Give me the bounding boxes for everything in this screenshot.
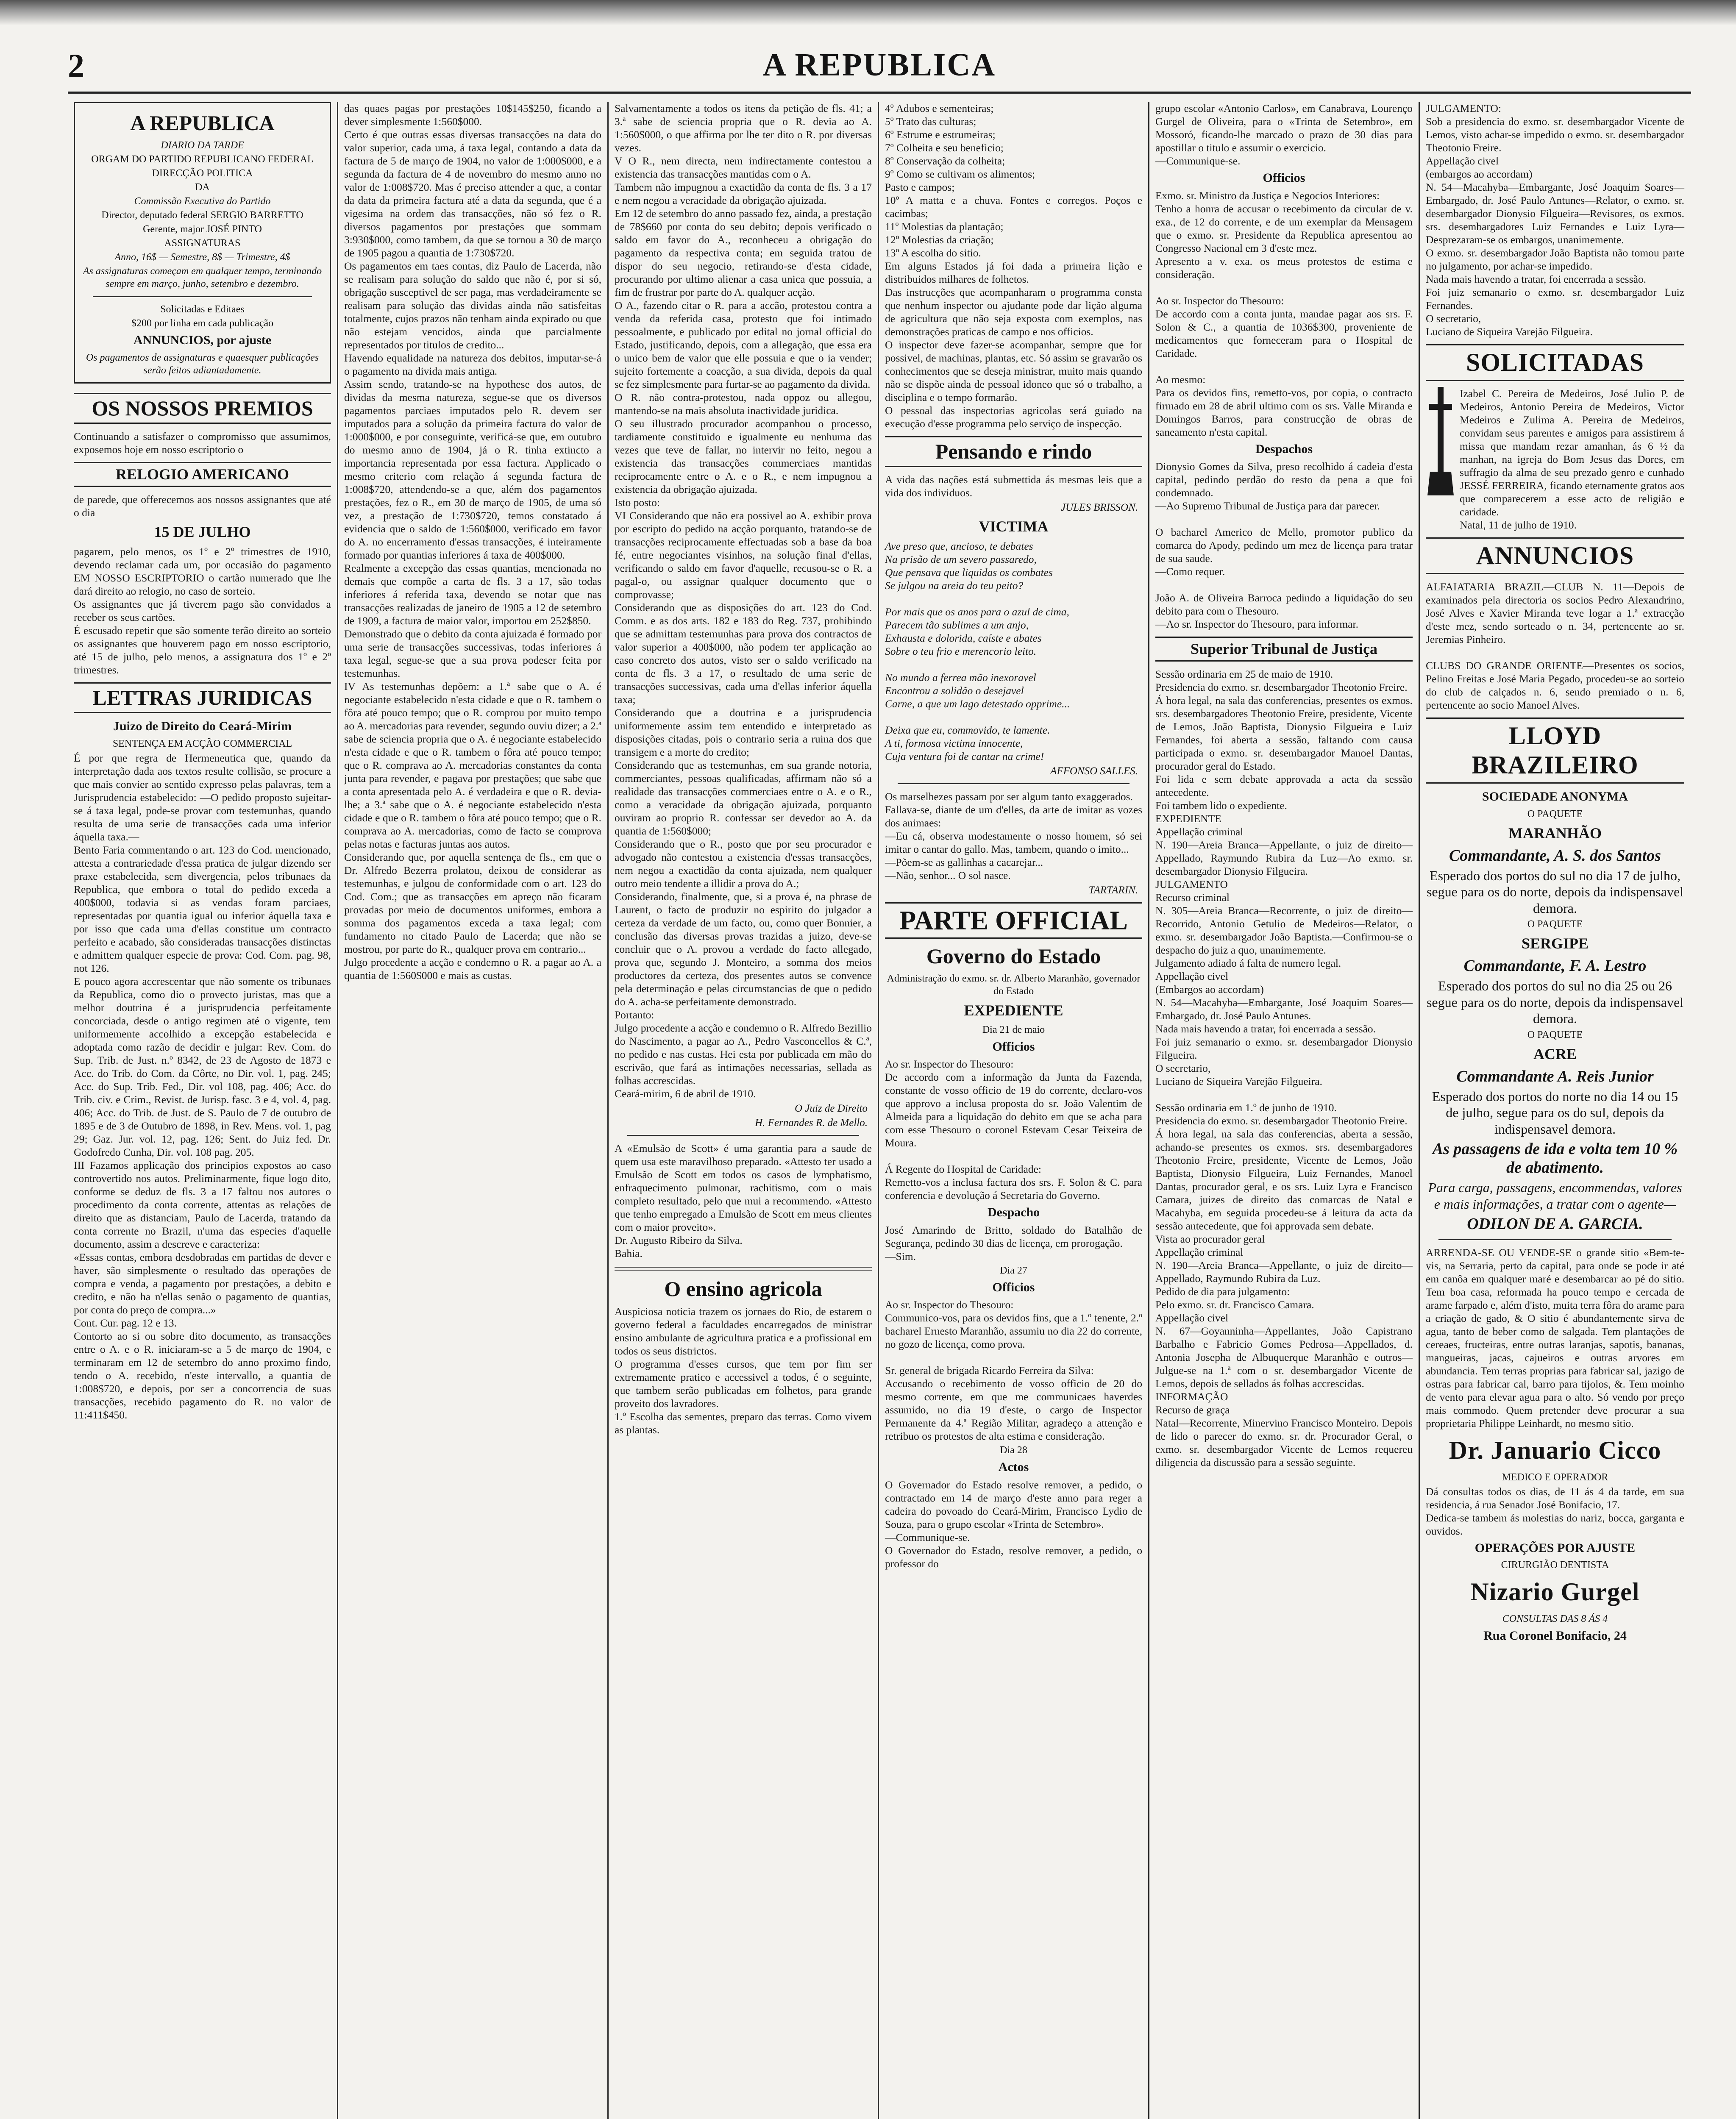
ensino-title: O ensino agricola xyxy=(664,1277,822,1301)
divider xyxy=(898,783,1130,784)
tribunal-body: Sessão ordinaria em 25 de maio de 1910. Presidencia do exmo. sr. desembargador Theotonio Freire. Á hora legal, na sala das conferencias, presentes os exmos. srs. desembargadores Theotonio Freire, presidente, Vicente de Lemos, João Baptista, Dionysio Filgueira e Luiz Fernandes, foi aberta a sessão, faltando com causa participada o exmo. sr. desembargador Manoel Dantas, procurador geral do Estado. Foi lida e sem debate approvada a acta da sessão antecedente. Foi tambem lido o expediente. EXPEDIENTE Appellação criminal N. 190—Areia Branca—Appellante, o juiz de direito—Appellado, Raymundo Rubira da Luz—Ao exmo. sr. desembargador Dionysio Filgueira. JULGAMENTO Recurso criminal N. 305—Areia Branca—Recorrente, o juiz de direito—Recorrido, Antonio Getulio de Medeiros—Relator, o exmo. sr. desembargador João Baptista.—Confirmou-se o despacho do juiz a quo, unanimemente. Julgamento adiado á falta de numero legal. Appellação civel (Embargos ao accordam) N. 54—Macahyba—Embargante, José Joaquim Soares—Embargado, dr. José Paulo Antunes. Nada mais havendo a tratar, foi encerrada a sessão. Foi juiz semanario o exmo. sr. desembargador Dionysio Filgueira. O secretario, Luciano de Siqueira Varejão Filgueira. Sessão ordinaria em 1.º de junho de 1910. Presidencia do exmo. sr. desembargador Theotonio Freire. Á hora legal, na sala das conferencias, aberta a sessão, achando-se presentes os exmos. srs. desembargadores Theotonio Freire, presidente, Vicente de Lemos, João Baptista, Dionysio Filgueira, Luiz Fernandes, Manoel Dantas, procurador geral, e os srs. Luiz Lyra e Francisco Camara, juizes de direito das comarcas de Natal e Macahyba, em seguida procedeu-se á leitura da acta da sessão antecedente, que foi approvada sem debate. Vista ao procurador geral Appellação criminal N. 190—Areia Branca—Appellante, o juiz de direito—Appellado, Raymundo Rubira da Luz. Pedido de dia para julgamento: Pelo exmo. sr. dr. Francisco Camara. Appellação civel N. 67—Goyanninha—Appellantes, João Capistrano Barbalho e Fabricio Gomes Pedrosa—Appellados, d. Antonia Josepha de Albuquerque Maranhão e outros—Julgue-se na 1.ª com o sr. desembargador Vicente de Lemos, depois de sellados ás folhas accrescidas. INFORMAÇÃO Recurso de graça Natal—Recorrente, Minervino Francisco Monteiro. Depois de lido o parecer do exmo. sr. dr. Procurador Geral, o exmo. sr. desembargador Vicente de Lemos requereu diligencia da discussão para a sessão seguinte. xyxy=(1155,668,1413,1469)
divider xyxy=(615,1267,872,1271)
passagens-note: As passagens de ida e volta tem 10 % de abatimento. xyxy=(1432,1140,1678,1177)
pensando-quote: A vida das nações está submettida ás mesmas leis que a vida dos individuos. xyxy=(885,473,1142,499)
sentenca-heading: SENTENÇA EM ACÇÃO COMMERCIAL xyxy=(112,738,292,749)
ship-acre-commander: Commandante A. Reis Junior xyxy=(1456,1068,1654,1086)
ship-acre-text: Esperado dos portos do norte no dia 14 ou 15 de julho, segue para os do sul, depois da indispensavel demora. xyxy=(1432,1089,1678,1137)
officios-body: Ao sr. Inspector do Thesouro: De accordo com a informação da Junta da Fazenda, constante de vosso officio de 19 do corrente, declaro-vos que approvo a inclusa proposta do sr. João Valentim de Almeida para a liquidação do debito em que se acha para com esse Thesouro o coronel Estevam Cesar Teixeira de Moura. Á Regente do Hospital de Caridade: Remetto-vos a inclusa factura dos srs. F. Solon & C. para conferencia e devolução á Secretaria do Governo. xyxy=(885,1058,1142,1202)
annuncios-body: ALFAIATARIA BRAZIL—CLUB N. 11—Depois de examinados pela directoria os socios Pedro Alexandrino, José Alves e Xavier Miranda teve logar a 1.ª extracção d'este mez, sendo sorteado o n. 34, pertencente ao sr. Jeremias Pinheiro. CLUBS DO GRANDE ORIENTE—Presentes os socios, Pelino Freitas e José Maria Pegado, procedeu-se ao sorteio do club de calçados n. 6, sendo premiado o n. 6, pertencente ao socio Manoel Alves. xyxy=(1426,581,1684,711)
column-3 xyxy=(609,102,879,2119)
relogio-title: RELOGIO AMERICANO xyxy=(74,462,331,487)
expediente-title: EXPEDIENTE xyxy=(964,1001,1063,1019)
subscriptions-prices: Anno, 16$ — Semestre, 8$ — Trimestre, 4$ xyxy=(114,252,290,263)
col4-article-body: 4º Adubos e sementeiras; 5º Trato das culturas; 6º Estrume e estrumeiras; 7º Colheita e seu beneficio; 8º Conservação da colheita; 9º Como se cultivam os alimentos; Pasto e campos; 10º A matta e a chuva. Fontes e corregos. Poços e cacimbas; 11º Molestias da plantação; 12º Molestias da criação; 13º A escolha do sitio. Em alguns Estados já foi dada a primeira lição e distribuidos milhares de folhetos. Das instrucções que acompanharam o programma consta que nenhum inspector ou ajudante pode dar lição alguma de agricultura que não seja exposta com exemplos, nas demonstrações praticas de campo e nos officios. O inspector deve fazer-se acompanhar, sempre que for possivel, de machinas, plantas, etc. Só assim se gravarão os conhecimentos que se deseja ministrar, muito mais quando não se dispõe ainda de pessoal idoneo que só o trabalho, a disciplina e o tempo formarão. O pessoal das inspectorias agricolas será guiado na execução d'esse programma pelo serviço de inspecção. xyxy=(885,102,1142,430)
column-2 xyxy=(338,102,609,2119)
editais-price: $200 por linha em cada publicação xyxy=(131,318,274,329)
paquete-label-2: O PAQUETE xyxy=(1527,919,1583,930)
annuncios-note: Os pagamentos de assignaturas e quaesquer publicações serão feitos adiantadamente. xyxy=(86,352,319,376)
annuncios-title: ANNUNCIOS xyxy=(1426,537,1684,574)
ship-sergipe-text: Esperado dos portos do sul no dia 25 ou 26 segue para os do norte, depois da indispensavel demora. xyxy=(1426,978,1684,1026)
despacho-heading: Despacho xyxy=(987,1205,1040,1220)
judge-title: O Juiz de Direito xyxy=(795,1103,868,1114)
paper-name: A REPUBLICA xyxy=(130,111,275,135)
masthead xyxy=(68,47,1691,89)
dentist-hours: CONSULTAS DAS 8 ÁS 4 xyxy=(1502,1613,1608,1625)
carga-note: Para carga, passagens, encommendas, valores e mais informações, a tratar com o agente— xyxy=(1428,1180,1682,1212)
judge-signature: H. Fernandes R. de Mello. xyxy=(755,1117,868,1129)
dia-27: Dia 27 xyxy=(1000,1265,1027,1276)
column-6 xyxy=(1420,102,1690,2119)
agente-name: ODILON DE A. GARCIA. xyxy=(1467,1215,1643,1233)
paquete-label-3: O PAQUETE xyxy=(1527,1029,1583,1040)
of-the-label: DA xyxy=(195,182,210,193)
victima-author: AFFONSO SALLES. xyxy=(1050,765,1138,777)
victima-poem: Ave preso que, ancioso, te debates Na prisão de um severo passaredo, Que pensava que liquidas os combates Se julgou na areia do teu peito? Por mais que os anos para o azul de cima, Parecem tão sublimes a um anjo, Exhausta e dolorida, caíste e abates Sobre o teu frio e merencorio leito. No mundo a ferrea mão inexoravel Encontrou a solidão o desejavel Carne, a que um lago detestado opprime... Deixa que eu, commovido, te lamente. A ti, formosa victima innocente, Cuja ventura foi de cantar na crime! xyxy=(885,540,1070,763)
solicitadas-body: Izabel C. Pereira de Medeiros, José Julio P. de Medeiros, Antonio Pereira de Medeiros, Victor Medeiros e Zulima A. Pereira de Medeiros, convidam seus parentes e amigos para assistirem á missa que mandam rezar amanhan, ás 6 ½ da manhan, na igreja do Bom Jesus das Dores, em suffragio da alma de seu prezado genro e cunhado JESSÉ FERREIRA, ficando eternamente gratos aos que comparecerem a esse acto de religião e caridade. Natal, 11 de julho de 1910. xyxy=(1460,387,1684,531)
governo-title: Governo do Estado xyxy=(926,944,1101,968)
divider xyxy=(1438,1239,1672,1240)
column-1 xyxy=(68,102,338,2119)
emulsao-ad: A «Emulsão de Scott» é uma garantia para a saude de quem usa este maravilhoso preparado. «Attesto ter usado a Emulsão de Scott em todos os casos de lymphatismo, enfraquecimento pulmonar, rachitismo, com o mais completo resultado, pelo que mui a recommendo. «Attesto que tenho empregado a Emulsão de Scott em meus clientes com o maior proveito». Dr. Augusto Ribeiro da Silva. Bahia. xyxy=(615,1142,872,1260)
despacho-body: José Amarindo de Britto, soldado do Batalhão de Segurança, pedindo 30 dias de licença, em prorogação. —Sim. xyxy=(885,1224,1142,1263)
daily-label: DIARIO DA TARDE xyxy=(161,140,244,151)
col1-article-body: É por que regra de Hermeneutica que, quando da interpretação dada aos textos resulte collisão, se procure a que mais convier ao sentido expresso pelas palavras, tem a Jurisprudencia estabelecido: —O pedido proposto sujeitar-se á taxa legal, pode-se provar com testemunhas, quando resulta de uma serie de transacções cada uma inferior áquella taxa.— Bento Faria commentando o art. 123 do Cod. mencionado, attesta a contrariedade d'essa pratica de julgar dizendo ser praxe estabelecida, sem divergencia, pelos tribunaes da Republica, que embora o total do pedido exceda a 400$000, todavia si as vendas foram parciaes, representadas por quantia igual ou inferior áquella taxa e por isso que cada uma d'ellas constitue um contracto perfeito e acabado, são consideradas transacções distinctas e admittem qualquer especie de prova: Cod. Com. pag. 98, not 126. E pouco agora accrescentar que não somente os tribunaes da Republica, como dio o provecto juristas, mas que a melhor doutrina é a jurisprudencia perfeitamente concorciada, desde o antigo regimen até o vigente, tem uniformemente accolhido a excepção estabelecida e adoptada como razão de decidir e julgar: Rev. Com. do Sup. Trib. de Just. n.º 8342, de 23 de Agosto de 1873 e Acc. do Trib. do Com. da Côrte, no Dir. vol. 1, pag. 245; Acc. do Sup. Trib. Fed., Dir. vol 108, pag. 406; Acc. do Trib. civ. e Crim., Revist. de Jurisp. fasc. 3 e 4, vol. 4, pag. 406; Acc. do Trib. de Just. de S. Paulo de 7 de outubro de 1895 e de 3 de Outubro de 1898, in Rev. Mens. vol. 1, pag 29; Gaz. Jur. vol. 12, pag. 126; Sent. do Juiz fed. Dr. Godofredo Cunha, Dir. vol. 108 pag. 205. III Fazamos applicação dos principios expostos ao caso controvertido nos autos. Preliminarmente, fique logo dito, conforme se deduz de fls. 3 a 17 faltou nos autores o procedimento da conta corrente, attentas as relações de direito que as distanciam, Paulo de Lacerda, tratando da conta corrente no Brazil, n'uma das especies d'aquelle documento, assim a descreve e caracteriza: «Essas contas, embora desdobradas em partidas de dever e haver, são simplesmente o resultado das operações de compra e venda, a pagamento por prestações, a debito e credito, e não ha n'ellas senão o pagamento de quantias, por conta do preço de compra...» Cont. Cur. pag. 12 e 13. Contorto ao si ou sobre dito documento, as transacções entre o A. e o R. iniciaram-se a 5 de março de 1904, e terminaram em 12 de setembro do anno proximo findo, tendo o A. recebido, n'este intervallo, a quantia de 1:008$720, e depois, por ser a concorrencia de suas transacções, recebido pagamento do R. no valor de 11:411$450. xyxy=(74,751,331,1421)
victima-title: VICTIMA xyxy=(979,518,1049,535)
masthead-rule xyxy=(68,92,1691,94)
actos-body: O Governador do Estado resolve remover, a pedido, o contractado em 14 de março d'este anno para reger a cadeira do povoado do Ceará-Mirim, Francisco Lydio de Souza, para o grupo escolar «Trinta de Setembro». —Communique-se. O Governador do Estado, resolve remover, a pedido, o professor do xyxy=(885,1478,1142,1570)
ship-sergipe-commander: Commandante, F. A. Lestro xyxy=(1463,957,1647,975)
ship-maranhao-commander: Commandante, A. S. dos Santos xyxy=(1449,846,1661,865)
divider xyxy=(627,1135,859,1136)
ship-maranhao: MARANHÃO xyxy=(1508,824,1602,842)
premios-title: OS NOSSOS PREMIOS xyxy=(74,393,331,424)
sociedade-label: SOCIEDADE ANONYMA xyxy=(1482,790,1628,804)
dentist-name: Nizario Gurgel xyxy=(1470,1578,1640,1606)
despachos-heading: Despachos xyxy=(1255,442,1313,456)
imprint-box xyxy=(74,102,331,384)
column-5 xyxy=(1149,102,1420,2119)
subscriptions-note: As assignaturas começam em qualquer tempo, terminando sempre em março, junho, setembro e dezembro. xyxy=(83,266,322,289)
dentista-label: CIRURGIÃO DENTISTA xyxy=(1501,1560,1609,1571)
direction-label: DIRECÇÃO POLITICA xyxy=(152,168,253,179)
officios-2-body: Ao sr. Inspector do Thesouro: Communico-vos, para os devidos fins, que a 1.º tenente, 2.º bacharel Ernesto Maranhão, assumiu no dia 22 do corrente, no gozo de licença, como prova. Sr. general de brigada Ricardo Ferreira da Silva: Accusando o recebimento de vosso officio de 20 do mesmo corrente, em que me communicaes haverdes assumido, no dia 19 d'este, o cargo de Inspector Permanente da 4.ª Região Militar, agradeço a attenção e retribuo os protestos de alta estima e consideração. xyxy=(885,1299,1142,1443)
divider xyxy=(93,296,312,297)
columns xyxy=(68,102,1691,2119)
officios-heading: Officios xyxy=(992,1039,1035,1054)
column-4 xyxy=(879,102,1149,2119)
premios-intro: Continuando a satisfazer o compromisso que assumimos, exposemos hoje em nosso escriptorio o xyxy=(74,430,331,456)
dentist-address: Rua Coronel Bonifacio, 24 xyxy=(1483,1629,1627,1643)
premios-date: 15 DE JULHO xyxy=(154,523,251,540)
premios-text-2: pagarem, pelo menos, os 1º e 2º trimestres de 1910, devendo reclamar cada um, por occasião do pagamento EM NOSSO ESCRIPTORIO o cartão numerado que lhe dará direito ao relogio, no caso de sorteio. Os assignantes que já tiverem pago são convidados a receber os seus cartões. É escusado repetir que são somente terão direito ao sorteio os assignantes que houverem pago em nosso escriptorio, até 15 de julho, pelo menos, a assignatura dos 1º e 2º trimestres. xyxy=(74,545,331,676)
cross-icon xyxy=(1426,387,1455,497)
organ-label: ORGAM DO PARTIDO REPUBLICANO FEDERAL xyxy=(91,154,314,165)
expediente-date: Dia 21 de maio xyxy=(982,1024,1045,1035)
doctor-title: MEDICO E OPERADOR xyxy=(1502,1471,1608,1483)
officios-heading: Officios xyxy=(1263,171,1305,185)
anecdote-author: TARTARIN. xyxy=(1088,884,1138,896)
ship-acre: ACRE xyxy=(1533,1045,1577,1062)
ensino-body: Auspiciosa noticia trazem os jornaes do Rio, de estarem o governo federal a faculdades encarregados de ministrar ensino ambulante de agricultura pratica e a profissional em todos os seus districtos. O programma d'esses cursos, que tem por fim ser extremamente pratico e accessivel a todos, é o seguinte, que tambem serão publicadas em folhetos, para grande proveito dos lavradores. 1.º Escolha das sementes, preparo das terras. Como vivem as plantas. xyxy=(615,1305,872,1436)
director-label: Director, deputado federal SERGIO BARRETTO xyxy=(101,210,303,221)
doctor-consultas: Dá consultas todos os dias, de 11 ás 4 da tarde, em sua residencia, á rua Senador José Bonifacio, 17. Dedica-se tambem ás molestias do nariz, bocca, garganta e ouvidos. xyxy=(1426,1485,1684,1537)
ship-maranhao-text: Esperado dos portos do sul no dia 17 de julho, segue para os do norte, depois da indispensavel demora. xyxy=(1426,868,1684,916)
annuncios-label: ANNUNCIOS, por ajuste xyxy=(133,333,272,347)
anecdote-body: Os marselhezes passam por ser algum tanto exaggerados. Fallava-se, diante de um d'elles, da arte de imitar as vozes dos animaes: —Eu cá, observa modestamente o nosso homem, só sei imitar o cantar do gallo. Mas, tambem, quando o imito... —Põem-se as gallinhas a cacarejar... —Não, senhor... O sol nasce. xyxy=(885,790,1142,882)
arrenda-ad: ARRENDA-SE OU VENDE-SE o grande sitio «Bem-te-vis, na Serraria, perto da capital, para onde se pode ir até em canôa em qualquer maré e desembarcar ao pé do sitio. Tem boa casa, reformada ha pouco tempo e cercada de arame farpado e, além d'isto, muita terra fôra do arame para a criação de gado, & O sitio é abundantemente sirva de agua, tanto de beber como de salgada. Tem plantações de cereaes, fructeiras, entre outras laranjas, sapotis, bananas, mangueiras, jacas, cajueiros e outras arvores em abundancia. Tem terras proprias para fabricar sal, jazigo de ostras para fabricar cal, barro para tijolos, &. Tem moinho de vento para elevar agua para o alto. Só vendo por preço mais commodo. Quem pretender deve procurar a sua proprietaria Philippe Leinhardt, no mesmo sitio. xyxy=(1426,1246,1684,1429)
admin-line: Administração do exmo. sr. dr. Alberto Maranhão, governador do Estado xyxy=(887,973,1141,997)
juizo-heading: Juizo de Direito do Ceará-Mirim xyxy=(113,719,292,734)
obituary-notice xyxy=(1426,387,1684,531)
lettras-title: LETTRAS JURIDICAS xyxy=(74,682,331,713)
officios-2-heading: Officios xyxy=(992,1280,1035,1294)
col2-article-body: das quaes pagas por prestações 10$145$250, ficando a dever simplesmente 1:560$000. Certo é que outras essas diversas transacções na data do valor superior, cada uma, á taxa legal, contando a data da factura de 5 de março de 1904, no valor de 1:000$000, e a segunda da factura de 4 de novembro do mesmo anno no valor de 1:008$720. Mas é preciso attender a que, a contar da data da primeira factura até a data da segunda, que é a vigesima na ordem das transacções, não só fez o R. diversos pagamentos por prestações que sommam 3:930$000, como tambem, da que se tornou a 30 de março de 1905 pagou a quantia de 1:730$720. Os pagamentos em taes contas, diz Paulo de Lacerda, não se realisam para solução do saldo que não é, por si só, obrigação susceptivel de ser paga, mas verdadeiramente se realisam para solução das dividas ainda não satisfeitas totalmente, cujos prazos não tenham ainda expirado ou que não estejam vencidos, ainda que parcialmente representados por titulos de credito... Havendo equalidade na natureza dos debitos, imputar-se-á o pagamento na divida mais antiga. Assim sendo, tratando-se na hypothese dos autos, de dividas da mesma natureza, segue-se que os diversos pagamentos parciaes imputados pelo R. devem ser imputados para a solução da primeira factura do valor de 1:000$000, e por conseguinte, verificá-se que, em outubro do mesmo anno de 1904, já o R. tinha extincto a importancia representada por essa factura. Applicado o mesmo criterio com relação á segunda factura de 1:008$720, attendendo-se a que, além dos pagamentos prestações, fez o R., em 30 de março de 1905, de uma só vez, a prestação de 1:730$720, temos constatado á evidencia que o saldo de 1:560$000, verificado em favor do A. no encerramento d'essas transacções, é inteiramente formado por quantias inferiores á taxa de 400$000. Realmente a excepção das essas quantias, mencionada no demais que compõe a carta de fls. 3 a 17, são todas inferiores á referida taxa, devendo se notar que nas transacções realizadas de janeiro de 1905 a 12 de setembro de 1909, a factura de maior valor, importou em 252$850. Demonstrado que o debito da conta ajuizada é formado por uma serie de transacções successivas, todas inferiores á taxa legal, segue-se que a sua prova podeser feita por testemunhas. IV As testemunhas depõem: a 1.ª sabe que o A. é negociante estabelecido n'esta cidade e que o R. tambem o fôra até pouco tempo; que o R. comprou por muito tempo ao A. mercadorias para revender, segundo ouviu dizer; a 2.ª sabe de sciencia propria que o A. é negociante estabelecido n'esta cidade e que o R. tambem o fôra até pouco tempo; que o R. comprava ao A. mercadorias constantes da conta junta para revender, e pagava por prestações; que sabe que a conta apresentada pelo A. é verdadeira e que o R. devia-lhe; a 3.ª sabe que o A. é negociante estabelecido n'esta cidade e que o R. tambem o fôra até pouco tempo; que o R. comprava ao A. mercadorias, como de facto se comprova pelas notas e facturas juntas aos autos. Considerando que, por aquella sentença de fls., em que o Dr. Alfredo Bezerra prolatou, deixou de considerar as testemunhas, e julgou de conformidade com o art. 123 do Cod. Com.; que as transacções em apreço não ficaram provadas por meio de documentos uniformes, embora a somma dos pagamentos exceda a taxa legal; com fundamento no citado Paulo de Lacerda; que não se mostrou, por parte do R., qualquer prova em contrario... Julgo procedente a acção e condemno o R. a pagar ao A. a quantia de 1:560$000 e mais as custas. xyxy=(344,102,601,982)
newspaper-title: A REPUBLICA xyxy=(762,47,996,83)
commission-label: Commissão Executiva do Partido xyxy=(134,196,271,207)
officios-body: Exmo. sr. Ministro da Justiça e Negocios Interiores: Tenho a honra de accusar o recebimento da circular de v. exa., de 12 do corrente, e de um exemplar da Mensagem que o exmo. sr. Presidente da Republica apresentou ao Congresso Nacional em 3 d'este mez. Apresento a v. exa. os meus protestos de estima e consideração. Ao sr. Inspector do Thesouro: De accordo com a conta junta, mandae pagar aos srs. F. Solon & C., a quantia de 1036$300, proveniente de medicamentos que forneceram para o Hospital de Caridade. Ao mesmo: Para os devidos fins, remetto-vos, por copia, o contracto firmado em 28 de abril ultimo com os srs. Valle Miranda e Domingos Barros, para construcção de obras de saneamento n'esta capital. xyxy=(1155,189,1413,438)
premios-text: de parede, que offerecemos aos nossos assignantes que até o dia xyxy=(74,493,331,519)
dia-28: Dia 28 xyxy=(1000,1445,1027,1456)
col6-article-body: JULGAMENTO: Sob a presidencia do exmo. sr. desembargador Vicente de Lemos, visto achar-se impedido o exmo. sr. desembargador Theotonio Freire. Appellação civel (embargos ao accordam) N. 54—Macahyba—Embargante, José Joaquim Soares—Embargado, dr. José Paulo Antunes—Relator, o exmo. sr. desembargador Dionysio Filgueira—Revisores, os exmos. srs. desembargadores Luiz Fernandes e Luiz Lyra—Desprezaram-se os embargos, unanimemente. O exmo. sr. desembargador João Baptista não tomou parte no julgamento, por achar-se impedido. Nada mais havendo a tratar, foi encerrada a sessão. Foi juiz semanario o exmo. sr. desembargador Luiz Fernandes. O secretario, Luciano de Siqueira Varejão Filgueira. xyxy=(1426,102,1684,338)
tribunal-title: Superior Tribunal de Justiça xyxy=(1155,637,1413,662)
paquete-label-1: O PAQUETE xyxy=(1527,808,1583,820)
pensando-author: JULES BRISSON. xyxy=(1061,502,1138,513)
solicitadas-title: SOLICITADAS xyxy=(1426,344,1684,381)
lloyd-title: LLOYD BRAZILEIRO xyxy=(1426,717,1684,784)
ship-sergipe: SERGIPE xyxy=(1521,935,1589,952)
parte-official-title: PARTE OFFICIAL xyxy=(885,902,1142,938)
editais-label: Solicitadas e Editaes xyxy=(160,304,245,315)
manager-label: Gerente, major JOSÉ PINTO xyxy=(143,224,262,235)
actos-heading: Actos xyxy=(998,1460,1029,1474)
subscriptions-heading: ASSIGNATURAS xyxy=(164,238,241,249)
page-number: 2 xyxy=(68,47,84,84)
despachos-body: Dionysio Gomes da Silva, preso recolhido á cadeia d'esta capital, pedindo perdão do resto da pena a que foi condemnado. —Ao Supremo Tribunal de Justiça para dar parecer. O bacharel Americo de Mello, promotor publico da comarca do Apody, pedindo um mez de licença para tratar de sua saude. —Como requer. João A. de Oliveira Barroca pedindo a liquidação do seu debito para com o Thesouro. —Ao sr. Inspector do Thesouro, para informar. xyxy=(1155,460,1413,630)
pensando-title: Pensando e rindo xyxy=(885,436,1142,467)
col5-article-body: grupo escolar «Antonio Carlos», em Canabrava, Lourenço Gurgel de Oliveira, para o «Trinta de Setembro», em Mossoró, ficando-lhe marcado o prazo de 30 dias para apostillar o titulo e assumir o exercicio. —Communique-se. xyxy=(1155,102,1413,167)
col3-article-body: Salvamentamente a todos os itens da petição de fls. 41; a 3.ª sabe de sciencia propria que o R. devia ao A. 1:560$000, o que affirma por lhe ter dito o R. por diversas vezes. V O R., nem directa, nem indirectamente contestou a existencia das transacções mantidas com o A. Tambem não impugnou a exactidão da conta de fls. 3 a 17 e nem negou a veracidade da obrigação ajuizada. Em 12 de setembro do anno passado fez, ainda, a prestação de 78$660 por conta do seu debito; depois verificado o saldo em favor do A., reconheceu a obrigação do pagamento da respectiva conta; em seguida tratou de dispor do seu negocio, retirando-se d'esta cidade, procurando por ultimo alienar a casa unica que possuia, a fim de frustrar por parte do A. qualquer acção. O A., fazendo citar o R. para a accão, protestou contra a venda da referida casa, protesto que foi intimado pessoalmente, e publicado por edital no jornal official do Estado, justificando, depois, com a allegação, que essa era o unico bem de valor que elle possuia e que o ia vender; sujeito fortemente a coacção, a sua divida, depois da qual se fez simplesmente para furtar-se ao pagamento da divida. O R. não contra-protestou, nada oppoz ou allegou, mantendo-se na mais absoluta inactividade juridica. O seu illustrado procurador acompanhou o processo, tardiamente constituido e igualmente eu nenhuma das vezes que teve de fallar, no intervir no feito, negou a existencia das transacções commerciaes mantidas reciprocamente entre o A. e o R., e nem impugnou a existencia da obrigação ajuizada. Isto posto: VI Considerando que não era possivel ao A. exhibir prova por escripto do pedido na acção porquanto, tratando-se de transacções reciprocamente effectuadas sob a base da boa fé, entre negociantes visinhos, na solução final d'ellas, verificando o saldo em favor d'aquelle, recusou-se o R. a pagal-o, ou assignar qualquer documento que o comprovasse; Considerando que as disposições do art. 123 do Cod. Comm. e as dos arts. 182 e 183 do Reg. 737, prohibindo que se admittam testemunhas para prova dos contractos de valor superior a 400$000, não podem ter applicação ao caso concreto dos autos, visto ser o saldo verificado na conta de fls. 3 a 17, o resultado de uma serie de transacções successivas, cada uma d'ellas inferior áquella taxa; Considerando que a doutrina e a jurisprudencia uniformemente assim tem entendido e interpretado as disposições citadas, pois o contrario seria a ruina dos que transigem e a morte do credito; Considerando que as testemunhas, em sua grande notoria, commerciantes, pessoas qualificadas, affirmam não só a realidade das transacções commerciaes entre o A. e o R., como a veracidade da obrigação ajuizada, porquanto ouviram ao proprio R. confessar ser devedor ao A. da quantia de 1:560$000; Considerando que o R., posto que por seu procurador e advogado não contestou a existencia d'essas transacções, nem negou a exactidão da conta ajuizada, nem qualquer outro meio tendente a illidir a prova do A.; Considerando, finalmente, que, si a prova é, na phrase de Laurent, o facto de produzir no espirito do julgador a certeza da verdade de um facto, ou, como quer Bonnier, a conclusão das diversas provas trazidas a juizo, deve-se concluir que o A. provou a verdade do facto allegado, prova que, segundo J. Monteiro, a somma dos meios productores da certeza, dos presentes autos se convence pela determinação e pelas circumstancias de que o pedido do A. acha-se perfeitamente demonstrado. Portanto: Julgo procedente a acção e condemno o R. Alfredo Bezillio do Nascimento, a pagar ao A., Pedro Vasconcellos & C.ª, no pedido e nas custas. Hei esta por publicada em mão do escrivão, que fará as intimações necessarias, sellada as folhas accrescidas. Ceará-mirim, 6 de abril de 1910. xyxy=(615,102,872,1100)
operacoes-label: OPERAÇÕES POR AJUSTE xyxy=(1474,1541,1636,1555)
scan-edge-shadow xyxy=(0,0,1736,25)
doctor-name: Dr. Januario Cicco xyxy=(1449,1436,1661,1464)
